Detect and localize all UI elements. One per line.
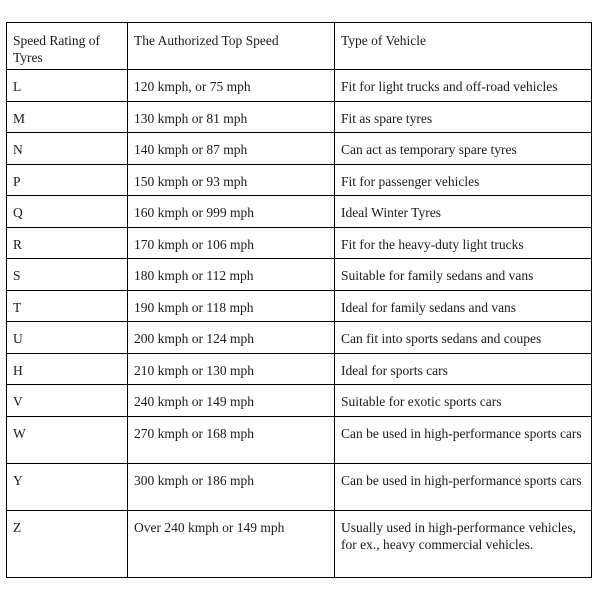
rating-cell: W — [7, 417, 128, 464]
speed-cell: 120 kmph, or 75 mph — [128, 70, 335, 102]
speed-cell: Over 240 kmph or 149 mph — [128, 511, 335, 578]
table-row — [7, 511, 592, 578]
vehicle-cell: Fit for the heavy-duty light trucks — [335, 228, 592, 259]
speed-cell: 160 kmph or 999 mph — [128, 196, 335, 228]
vehicle-cell: Fit for passenger vehicles — [335, 165, 592, 196]
table-row — [7, 354, 592, 385]
table-row — [7, 228, 592, 259]
table-row — [7, 196, 592, 228]
vehicle-cell: Can be used in high-performance sports cars — [335, 464, 592, 511]
vehicle-cell: Fit for light trucks and off-road vehicles — [335, 70, 592, 102]
table-row — [7, 259, 592, 291]
vehicle-cell: Suitable for family sedans and vans — [335, 259, 592, 291]
rating-cell: R — [7, 228, 128, 259]
speed-cell: 180 kmph or 112 mph — [128, 259, 335, 291]
vehicle-cell: Can act as temporary spare tyres — [335, 133, 592, 165]
rating-cell: P — [7, 165, 128, 196]
rating-cell: Q — [7, 196, 128, 228]
vehicle-cell: Fit as spare tyres — [335, 102, 592, 133]
speed-cell: 130 kmph or 81 mph — [128, 102, 335, 133]
rating-cell: Z — [7, 511, 128, 578]
speed-cell: 200 kmph or 124 mph — [128, 322, 335, 354]
vehicle-cell: Ideal for family sedans and vans — [335, 291, 592, 322]
table-row — [7, 322, 592, 354]
vehicle-cell: Usually used in high-performance vehicles, for ex., heavy commercial vehicles. — [335, 511, 592, 578]
rating-cell: H — [7, 354, 128, 385]
rating-cell: Y — [7, 464, 128, 511]
header-row — [7, 23, 592, 70]
table-row — [7, 291, 592, 322]
table-row — [7, 133, 592, 165]
speed-cell: 190 kmph or 118 mph — [128, 291, 335, 322]
vehicle-cell: Ideal Winter Tyres — [335, 196, 592, 228]
header-vehicle-type: Type of Vehicle — [335, 23, 592, 70]
vehicle-cell: Can fit into sports sedans and coupes — [335, 322, 592, 354]
table-row — [7, 70, 592, 102]
rating-cell: N — [7, 133, 128, 165]
table-row — [7, 385, 592, 417]
vehicle-cell: Ideal for sports cars — [335, 354, 592, 385]
speed-cell: 140 kmph or 87 mph — [128, 133, 335, 165]
vehicle-cell: Suitable for exotic sports cars — [335, 385, 592, 417]
table-row — [7, 102, 592, 133]
rating-cell: L — [7, 70, 128, 102]
rating-cell: U — [7, 322, 128, 354]
rating-cell: S — [7, 259, 128, 291]
speed-cell: 150 kmph or 93 mph — [128, 165, 335, 196]
rating-cell: V — [7, 385, 128, 417]
vehicle-cell: Can be used in high-performance sports cars — [335, 417, 592, 464]
rating-cell: M — [7, 102, 128, 133]
speed-rating-table — [6, 22, 592, 578]
table-row — [7, 417, 592, 464]
speed-cell: 270 kmph or 168 mph — [128, 417, 335, 464]
header-speed-rating: Speed Rating of Tyres — [7, 23, 128, 70]
table-row — [7, 165, 592, 196]
table-row — [7, 464, 592, 511]
header-top-speed: The Authorized Top Speed — [128, 23, 335, 70]
speed-cell: 240 kmph or 149 mph — [128, 385, 335, 417]
speed-cell: 300 kmph or 186 mph — [128, 464, 335, 511]
speed-cell: 210 kmph or 130 mph — [128, 354, 335, 385]
speed-cell: 170 kmph or 106 mph — [128, 228, 335, 259]
rating-cell: T — [7, 291, 128, 322]
